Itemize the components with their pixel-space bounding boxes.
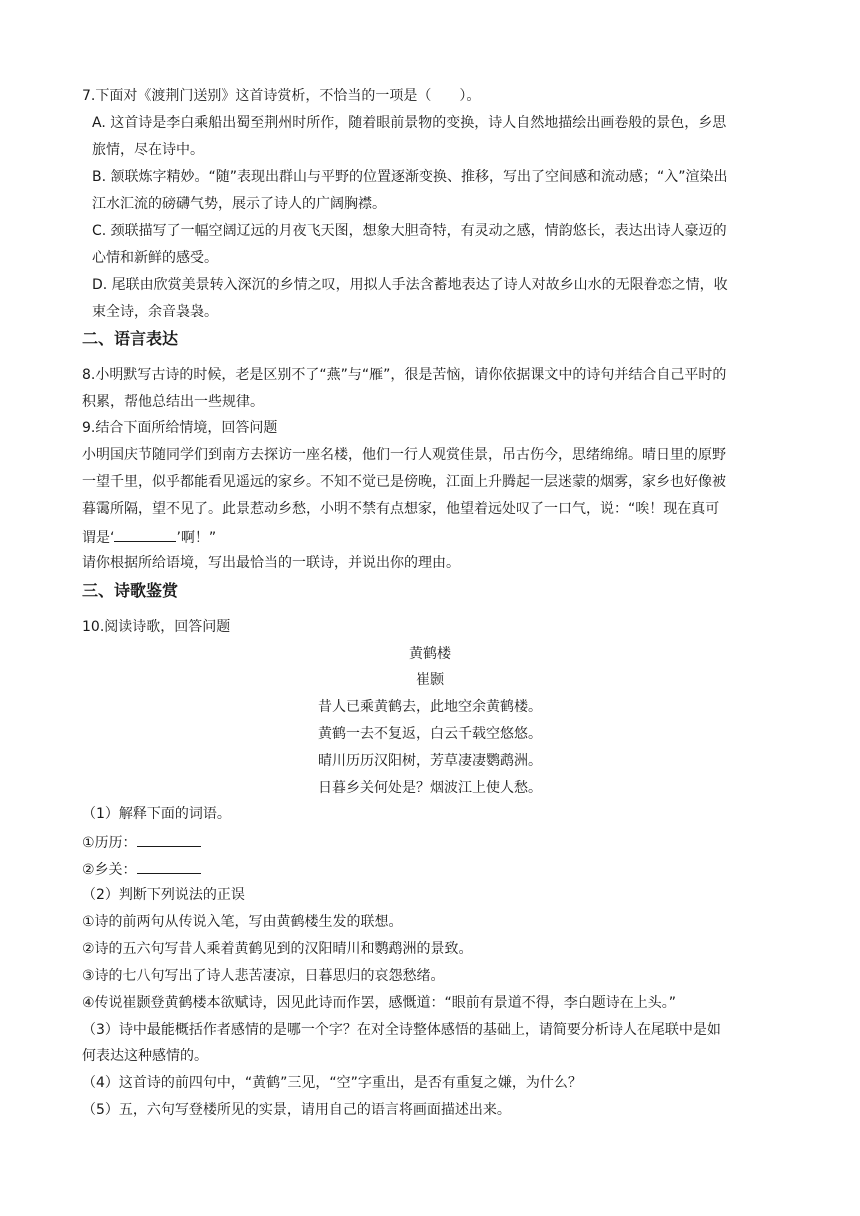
q9-quote-close: ’啊！” <box>176 530 217 546</box>
q7-option-a-cont: 旅情，尽在诗中。 <box>92 142 204 158</box>
poem-author: 崔颢 <box>416 672 444 688</box>
q9-quote-open: 谓是‘ <box>82 530 115 546</box>
q10-sub2-c: ③诗的七八句写出了诗人悲苦凄凉，日暮思归的哀怨愁绪。 <box>82 968 445 984</box>
q10-sub2-d: ④传说崔颢登黄鹤楼本欲赋诗，因见此诗而作罢，感慨道：“眼前有景道不得，李白题诗在上头。” <box>82 995 677 1011</box>
poem-title: 黄鹤楼 <box>409 646 451 662</box>
q7-option-c-cont: 心情和新鲜的感受。 <box>92 250 218 266</box>
q7-option-b-cont: 江水汇流的磅礴气势，展示了诗人的广阔胸襟。 <box>92 196 386 212</box>
q9-ask: 请你根据所给语境，写出最恰当的一联诗，并说出你的理由。 <box>82 555 460 571</box>
q10-sub3: （3）诗中最能概括作者感情的是哪一个字？在对全诗整体感悟的基础上，请简要分析诗人在尾联中是如 <box>82 1022 721 1038</box>
q8-line-1: 8.小明默写古诗的时候，老是区别不了“燕”与“雁”，很是苦恼，请你依据课文中的诗句并结合自己平时的 <box>82 367 727 383</box>
poem-line-4: 日暮乡关何处是？烟波江上使人愁。 <box>318 780 542 796</box>
section-heading-language: 二、语言表达 <box>82 329 179 348</box>
q9-context-2: 一望千里，似乎都能看见遥远的家乡。不知不觉已是傍晚，江面上升腾起一层迷蒙的烟雾，家乡也好像被 <box>82 474 726 490</box>
q9-stem: 9.结合下面所给情境，回答问题 <box>82 420 278 436</box>
q7-option-d: D. 尾联由欣赏美景转入深沉的乡情之叹，用拟人手法含蓄地表达了诗人对故乡山水的无限眷恋之情，收 <box>92 277 728 293</box>
q10-sub1-a-label: ①历历： <box>82 835 137 851</box>
section-heading-poetry: 三、诗歌鉴赏 <box>82 581 179 600</box>
q9-answer-blank[interactable] <box>114 526 176 542</box>
q10-sub2-a: ①诗的前两句从传说入笔，写由黄鹤楼生发的联想。 <box>82 914 403 930</box>
q9-context-4 <box>82 526 216 548</box>
q10-sub5: （5）五，六句写登楼所见的实景，请用自己的语言将画面描述出来。 <box>82 1102 511 1118</box>
q10-sub1-b-blank[interactable] <box>137 858 201 874</box>
q10-stem: 10.阅读诗歌，回答问题 <box>82 619 231 635</box>
poem-line-2: 黄鹤一去不复返，白云千载空悠悠。 <box>318 726 542 742</box>
q7-stem: 7.下面对《渡荆门送别》这首诗赏析，不恰当的一项是（ ）。 <box>82 88 481 104</box>
q10-sub1-a-blank[interactable] <box>137 831 201 847</box>
poem-line-1: 昔人已乘黄鹤去，此地空余黄鹤楼。 <box>318 699 542 715</box>
q10-sub2-b: ②诗的五六句写昔人乘着黄鹤见到的汉阳晴川和鹦鹉洲的景致。 <box>82 941 473 957</box>
q8-line-2: 积累，帮他总结出一些规律。 <box>82 394 264 410</box>
q9-context-1: 小明国庆节随同学们到南方去探访一座名楼，他们一行人观赏佳景，吊古伤今，思绪绵绵。晴日里的原野 <box>82 447 726 463</box>
q7-option-b: B. 颔联炼字精妙。“随”表现出群山与平野的位置逐渐变换、推移，写出了空间感和流动感；“入”渲染出 <box>92 169 728 185</box>
q7-option-a: A. 这首诗是李白乘船出蜀至荆州时所作，随着眼前景物的变换，诗人自然地描绘出画卷般的景色，乡思 <box>92 115 727 131</box>
q9-context-3: 暮霭所隔，望不见了。此景惹动乡愁，小明不禁有点想家，他望着远处叹了一口气，说：“唉！现在真可 <box>82 501 720 517</box>
poem-line-3: 晴川历历汉阳树，芳草凄凄鹦鹉洲。 <box>318 753 542 769</box>
q10-sub1: （1）解释下面的词语。 <box>82 806 231 822</box>
q10-sub2: （2）判断下列说法的正误 <box>82 887 245 903</box>
q10-sub1-a <box>82 831 201 853</box>
q7-option-c: C. 颈联描写了一幅空阔辽远的月夜飞天图，想象大胆奇特，有灵动之感，情韵悠长，表达出诗人豪迈的 <box>92 223 727 239</box>
q10-sub3-cont: 何表达这种感情的。 <box>82 1048 208 1064</box>
q7-option-d-cont: 束全诗，余音袅袅。 <box>92 304 218 320</box>
q10-sub1-b <box>82 858 201 880</box>
q10-sub4: （4）这首诗的前四句中，“黄鹤”三见，“空”字重出，是否有重复之嫌，为什么？ <box>82 1075 582 1091</box>
q10-sub1-b-label: ②乡关： <box>82 862 137 878</box>
